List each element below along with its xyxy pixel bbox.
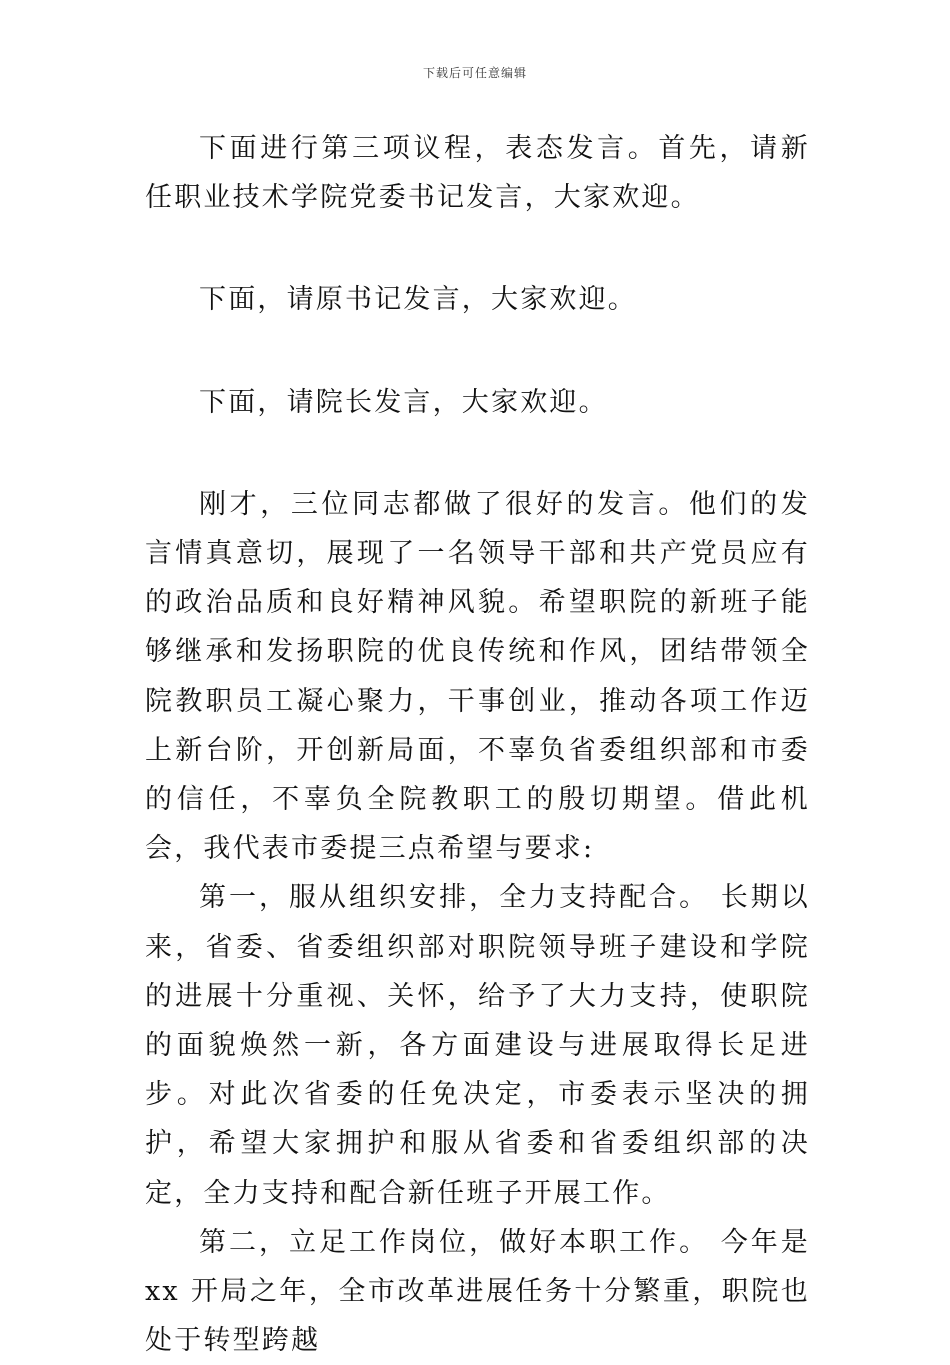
paragraph-spacer xyxy=(145,427,810,480)
paragraph-former-secretary: 下面，请原书记发言，大家欢迎。 xyxy=(199,284,637,316)
paragraph-point-one: 第一，服从组织安排，全力支持配合。 长期以来，省委、省委组织部对职院领导班子建设和学院的进展十分重视、关怀，给予了大力支持，使职院的面貌焕然一新，各方面建设与进展取得长足进步。对此次省委的任免决定，市委表示坚决的拥护，希望大家拥护和服从省委和省委组织部的决定，全力支持和配合新任班子开展工作。 xyxy=(145,882,810,1209)
paragraph-point-two: 第二，立足工作岗位，做好本职工作。 今年是 xx 开局之年，全市改革进展任务十分繁重，职院也处于转型跨越 xyxy=(145,1226,810,1357)
paragraph-spacer xyxy=(145,325,810,378)
page-header-note: 下载后可任意编辑 xyxy=(422,66,527,80)
document-body xyxy=(145,124,810,1365)
paragraph-summary: 刚才，三位同志都做了很好的发言。他们的发言情真意切，展现了一名领导干部和共产党员应有的政治品质和良好精神风貌。希望职院的新班子能够继承和发扬职院的优良传统和作风，团结带领全院教职员工凝心聚力，干事创业，推动各项工作迈上新台阶，开创新局面，不辜负省委组织部和市委的信任，不辜负全院教职工的殷切期望。借此机会，我代表市委提三点希望与要求: xyxy=(145,488,810,865)
paragraph-president: 下面，请院长发言，大家欢迎。 xyxy=(199,386,608,418)
paragraph-agenda-item: 下面进行第三项议程，表态发言。首先，请新任职业技术学院党委书记发言，大家欢迎。 xyxy=(145,133,810,214)
paragraph-spacer xyxy=(145,222,810,275)
